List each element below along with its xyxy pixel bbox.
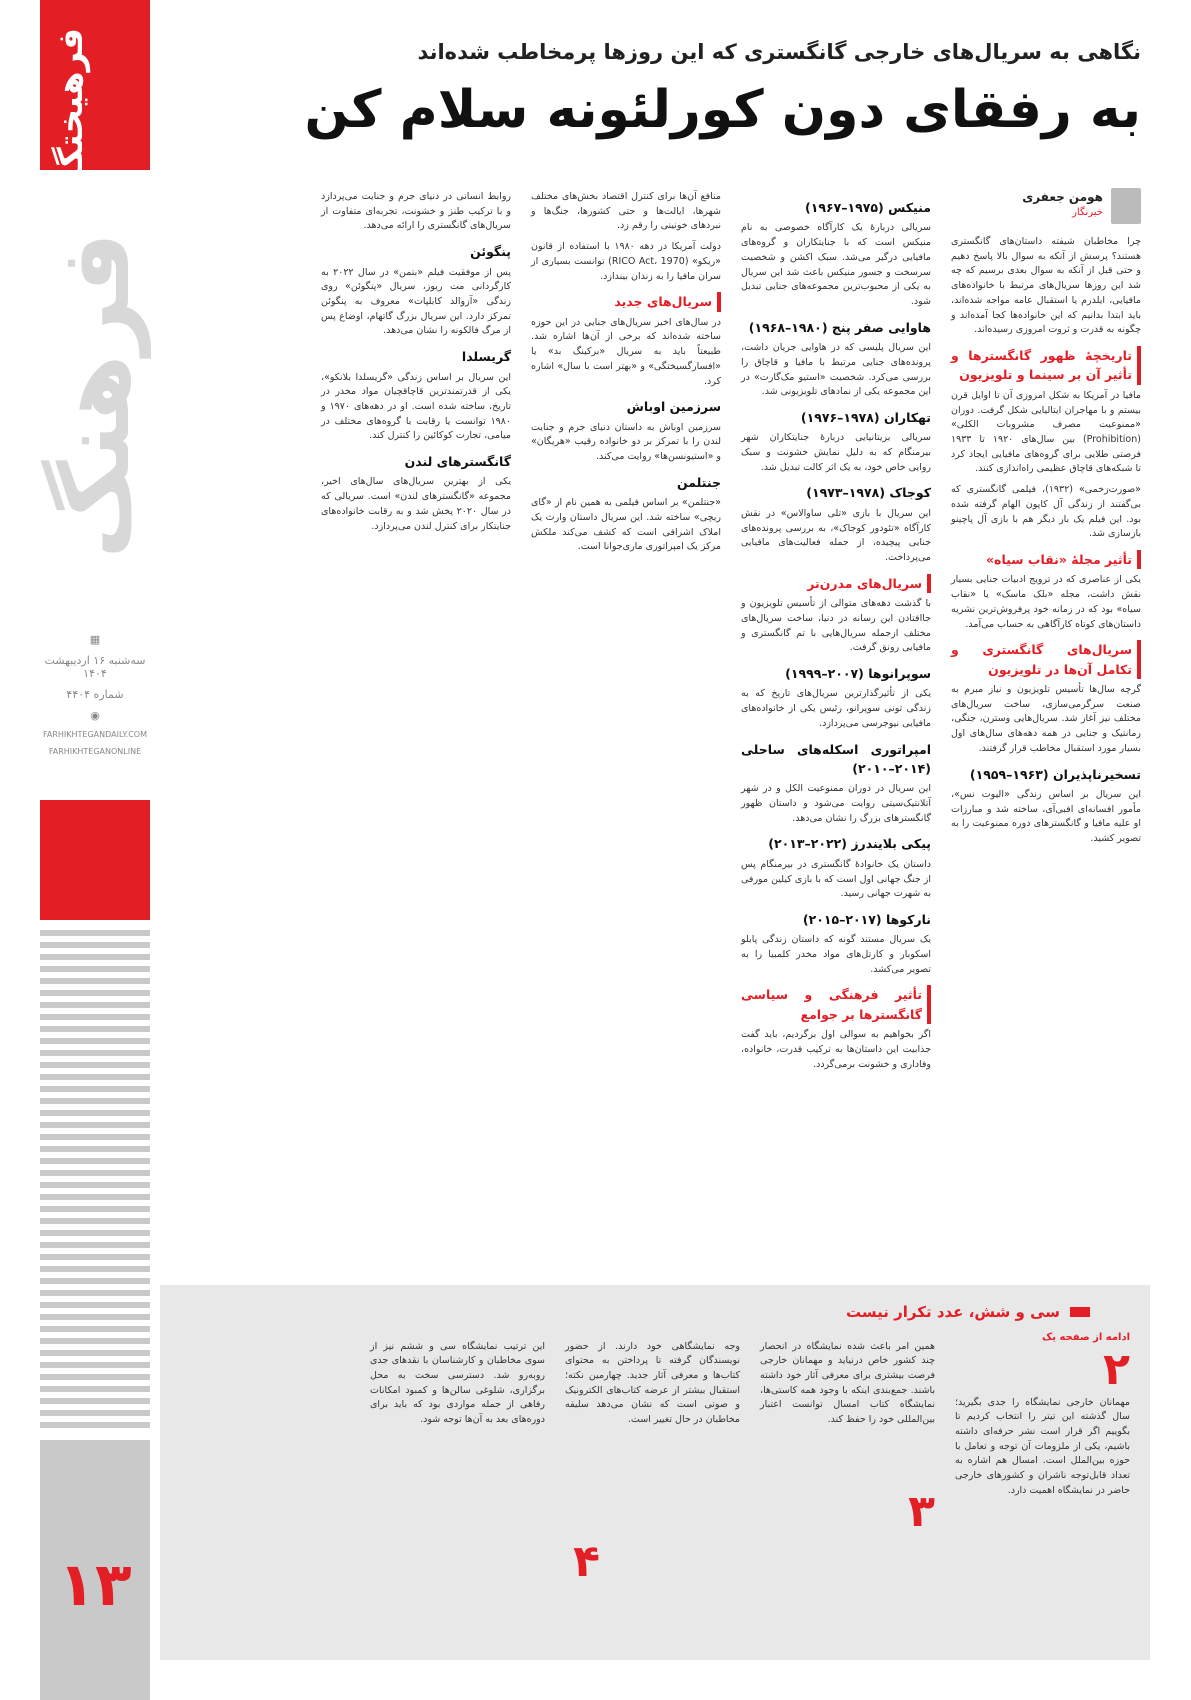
paragraph: «جنتلمن» بر اساس فیلمی به همین نام از «گای ریچی» ساخته شد. این سریال داستان وارث یک املاک اشرافی است که کشف می‌کند ملکش مرکز یک امپراتوری ماری‌جوانا است. [531, 497, 721, 553]
headline: به رفقای دون کورلئونه سلام کن [304, 80, 1141, 140]
subhead: تسخیرناپذیران (۱۹۶۳–۱۹۵۹) [969, 766, 1141, 782]
website-icon: ◉ [90, 709, 100, 722]
section-word: فرهنگ [39, 231, 151, 559]
subhead: نارکوها (۲۰۱۷–۲۰۱۵) [802, 911, 931, 927]
article-column-2 [741, 190, 931, 1270]
author-name: هومن جعفری [1022, 190, 1103, 204]
paragraph: داستان یک خانوادهٔ گانگستری در بیرمنگام پس از جنگ جهانی اول است که با بازی کیلین مورفی به شهرت جهانی رسید. [741, 858, 931, 900]
article-column-4 [321, 190, 511, 1270]
paragraph: همین امر باعث شده نمایشگاه در انحصار چند کشور خاص درنیاید و مهمانان خارجی فرصت بیشتری برای معرفی آثار خود داشته باشند. جمع‌بندی اینکه با وجود همه کاستی‌ها، نمایشگاه کتاب امسال توانست اعتبار بین‌المللی خود را حفظ کند. [760, 1340, 935, 1426]
author-photo [1111, 188, 1141, 224]
issue-number: شماره ۴۴۰۴ [66, 688, 124, 701]
subhead: سریال‌های جدید [531, 292, 721, 311]
online-handle[interactable]: FARHIKHTEGANONLINE [48, 747, 142, 756]
issue-date: سه‌شنبه ۱۶ اردیبهشت ۱۴۰۴ [44, 654, 146, 680]
website-url[interactable]: FARHIKHTEGANDAILY.COM [43, 730, 147, 739]
paragraph: یکی از بهترین سریال‌های سال‌های اخیر، مجموعه «گانگسترهای لندن» است. سریالی که در سال ۲۰۲۰ پخش شد و به رقابت خانواده‌های جنایتکار برای کنترل لندن می‌پردازد. [321, 476, 512, 532]
rail-accent-block [40, 800, 150, 920]
subhead: سریال‌های مدرن‌تر [741, 574, 931, 593]
editorial-box [160, 1285, 1150, 1660]
paragraph: وجه نمایشگاهی خود دارند. از حضور نویسندگان گرفته تا پرداختن به محتوای کتاب‌ها و معرفی آثار جدید. چهارمین نکته؛ استقبال بیشتر از عرضه کتاب‌های الکترونیک و صوتی است که نشان می‌دهد سلیقه مخاطبان در حال تغییر است. [565, 1340, 740, 1426]
point-number-4: ۴ [573, 1536, 600, 1587]
box-column-1 [955, 1330, 1130, 1508]
subhead: گانگسترهای لندن [404, 454, 511, 470]
kicker: نگاهی به سریال‌های خارجی گانگستری که این روزها پرمخاطب شده‌اند [417, 40, 1141, 64]
paragraph: پس از موفقیت فیلم «بتمن» در سال ۲۰۲۲ به کارگردانی مت ریوز، سریال «پنگوئن» روی زندگی «آزوالد کابلپات» معروف به پنگوئن تمرکز دارد. این سریال بزرگ گاتهام، اوضاع پس از مرگ فالکونه را نشان می‌دهد. [321, 266, 511, 337]
paragraph: گرچه سال‌ها تأسیس تلویزیون و نیاز مبرم به صنعت سرگرمی‌سازی، ساخت سریال‌های مختلف نیز آغاز شد. سریال‌هایی وسترن، جنگی، رمانتیک و جنایی در همه دهه‌های سال‌های اول بسیار مورد استقبال مخاطب قرار گرفتند. [951, 683, 1141, 754]
brand-banner [40, 0, 150, 209]
calendar-icon: ▦ [89, 633, 101, 646]
rail-stripes [40, 930, 150, 1430]
paragraph: این سریال بر اساس زندگی «الیوت نس»، مأمور افسانه‌ای افبی‌آی، ساخته شد و مبارزات او علیه مافیا و گانگسترهای دوره ممنوعیت را به تصویر کشید. [951, 788, 1141, 845]
paragraph: در سال‌های اخیر سریال‌های جنایی در این حوزه ساخته شده‌اند که برخی از آن‌ها اشاره شد. طبیعتاً باید به سریال «برکینگ بد» یا «افسارگسیختگی» و «بهتر است با سال» اشاره کرد. [531, 316, 721, 387]
article-column-1 [951, 235, 1141, 1275]
subhead: تاریخچهٔ ظهور گانگسترها و تأثیر آن بر سینما و تلویزیون [951, 346, 1141, 385]
continued-label: ادامه از صفحه یک [1042, 1332, 1130, 1343]
paragraph: اگر بخواهیم به سوالی اول برگردیم، باید گفت جذابیت این داستان‌ها به ترکیب قدرت، خانواده، وفاداری و خشونت برمی‌گردد. [741, 1029, 931, 1070]
paragraph: مهمانان خارجی نمایشگاه را جدی بگیرید؛ سال گذشته این تیتر را انتخاب کردیم تا بگوییم اگر قرار است نشر حرفه‌ای داشته باشیم، یکی از ملزومات آن توجه و تعامل با حوزه بین‌الملل است. امسال هم اشاره به تعداد قابل‌توجه ناشران و کشورهای خارجی حاضر در نمایشگاه اهمیت دارد. [955, 1396, 1130, 1496]
paragraph: سریالی دربارهٔ یک کارآگاه خصوصی به نام منیکس است که با جنایتکاران و گروه‌های مافیایی درگیر می‌شد. سبک اکشن و شخصیت سرسخت و جسور منیکس باعث شد این سریال به یکی از محبوب‌ترین مجموعه‌های جنایی تبدیل شود. [741, 222, 931, 307]
paragraph: این سریال پلیسی که در هاوایی جریان داشت، پرونده‌های جنایی مرتبط با مافیا و قاچاق را بررسی می‌کرد. شخصیت «استیو مک‌گارت» در این مجموعه یکی از نمادهای تلویزیونی شد. [741, 342, 931, 398]
author-byline [941, 188, 1141, 224]
subhead: سرزمین اوباش [626, 399, 721, 415]
paragraph: این ترتیب نمایشگاه سی و ششم نیز از سوی مخاطبان و کارشناسان با نقدهای جدی روبه‌رو شد. دسترسی سخت به محل برگزاری، شلوغی سالن‌ها و کمبود امکانات رفاهی از جمله مواردی بود که باید برای دوره‌های بعد به آن‌ها توجه شود. [370, 1340, 545, 1426]
subhead: هاوایی صفر پنج (۱۹۸۰–۱۹۶۸) [748, 319, 931, 335]
paragraph: یکی از عناصری که در ترویج ادبیات جنایی بسیار نقش داشت، مجله «بلک ماسک» یا «نقاب سیاه» بود که در زمانه خود پرفروش‌ترین نشریه داستان‌های کوتاه کارآگاهی به حساب می‌آمد. [951, 574, 1141, 630]
box-title-marker [1070, 1307, 1090, 1317]
box-title: سی و شش، عدد تکرار نیست [846, 1303, 1060, 1321]
article-column-3 [531, 190, 721, 1270]
paragraph: روابط انسانی در دنیای جرم و جنایت می‌پردازد و با ترکیب طنز و خشونت، تجربه‌ای متفاوت از سریال‌های گانگستری را ارائه می‌دهد. [321, 191, 511, 232]
box-column-2 [760, 1330, 935, 1537]
paragraph: این سریال در دوران ممنوعیت الکل و در شهر آتلانتیک‌سیتی روایت می‌شود و داستان ظهور گانگسترهای بزرگ را نشان می‌دهد. [741, 783, 931, 824]
paragraph: این سریال با بازی «تلی ساوالاس» در نقش کارآگاه «تئودور کوجاک»، به بررسی پرونده‌های جنایی پیچیده، از جمله فعالیت‌های مافیایی می‌پرداخت. [741, 507, 931, 563]
subhead: جنتلمن [677, 474, 721, 490]
box-column-4 [370, 1330, 545, 1437]
paragraph: سرزمین اوباش به داستان دنیای جرم و جنایت لندن را با تمرکز بر دو خانواده رقیب «هریگان» و «استیونسن‌ها» روایت می‌کند. [531, 421, 721, 463]
paragraph: دولت آمریکا در دهه ۱۹۸۰ با استفاده از قانون «ریکو» (RICO Act، 1970) توانست بسیاری از سران مافیا را به زندان بیندازد. [531, 241, 722, 282]
paragraph: یک سریال مستند گونه که داستان زندگی پابلو اسکوبار و کارتل‌های مواد مخدر کلمبیا را به تصویر می‌کشد. [741, 934, 931, 975]
paragraph: یکی از تأثیرگذارترین سریال‌های تاریخ که به زندگی تونی سوپرانو، رئیس یکی از خانواده‌های مافیایی نیوجرسی می‌پردازد. [741, 688, 931, 729]
point-number-2: ۲ [1103, 1344, 1130, 1395]
box-column-3 [565, 1330, 740, 1587]
intro-paragraph: چرا مخاطبان شیفته داستان‌های گانگستری هستند؟ پرسش از آنکه به سوال بالا پاسخ دهیم و حتی قبل از آنکه به سوال بعدی برسیم که چه شد این روزها سریال‌های مرتبط با خانواده‌های مافیایی، ایلدرم یا استقبال عامه مواجه شده‌اند، باید ابتدا بدانیم که این خانواده‌ها کجا آمده‌اند و چگونه به قدرت و ثروت امروزی رسیده‌اند. [951, 236, 1141, 336]
subhead: منیکس (۱۹۷۵–۱۹۶۷) [805, 200, 931, 215]
paragraph: این سریال بر اساس زندگی «گریسلدا بلانکو»، یکی از قدرتمندترین قاچاقچیان مواد مخدر در تاریخ، ساخته شده است. او در دهه‌های ۱۹۷۰ و ۱۹۸۰ توانست یا رقابت با گروه‌های مختلف در میامی، تجارت کوکائین را کنترل کند. [321, 371, 511, 442]
subhead: سوپرانوها (۲۰۰۷–۱۹۹۹) [785, 665, 931, 681]
section-label [40, 175, 150, 615]
paragraph: سریالی بریتانیایی دربارهٔ جنایتکاران شهر بیرمنگام که به دلیل نمایش خشونت و سبک روایی خاص خود، به یک اثر کالت تبدیل شد. [741, 432, 931, 473]
page-number: ۱۳ [58, 1550, 132, 1620]
point-number-3: ۳ [908, 1486, 935, 1537]
subhead: کوجاک (۱۹۷۸–۱۹۷۳) [806, 485, 931, 501]
subhead: گریسلدا [461, 349, 511, 365]
paragraph: «صورت‌زخمی» (۱۹۳۲)، فیلمی گانگستری که بی‌گفتند از زندگی آل کاپون الهام گرفته شده بود. این فیلم یک بار دیگر هم با بازی آل پاچینو بازسازی شد. [951, 484, 1141, 540]
subhead: پیکی بلایندرز (۲۰۲۲–۲۰۱۳) [768, 836, 931, 852]
rail-footer [40, 1440, 150, 1700]
paragraph: منافع آن‌ها برای کنترل اقتصاد بخش‌های مختلف شهرها، ایالت‌ها و حتی کشورها، جنگ‌ها و نبردهای خونینی را رقم زد. [531, 191, 721, 232]
paragraph: مافیا در آمریکا به شکل امروزی آن تا اوایل قرن بیستم و با مهاجران ایتالیایی شکل گرفت. دوران «ممنوعیت مصرف مشروبات الکلی» (Prohibition) بین سال‌های ۱۹۲۰ تا ۱۹۳۳ فرصتی طلایی برای گروه‌های مافیایی ایجاد کرد تا شبکه‌های قاچاق عظیمی راه‌اندازی کنند. [951, 389, 1141, 475]
author-role: خبرنگار [1072, 207, 1103, 218]
subhead: پنگوئن [470, 244, 511, 260]
brand-logo: فرهیختگان [51, 28, 91, 209]
subhead: سریال‌های گانگستری و تکامل آن‌ها در تلویزیون [951, 640, 1141, 679]
subhead: امپراتوری اسکله‌های ساحلی (۲۰۱۴–۲۰۱۰) [741, 741, 931, 776]
subhead: تهکاران (۱۹۷۸–۱۹۷۶) [800, 409, 931, 425]
subhead: تأثیر فرهنگی و سیاسی گانگسترها بر جوامع [741, 985, 931, 1024]
subhead: تأثیر مجلهٔ «نقاب سیاه» [951, 550, 1141, 569]
paragraph: با گذشت دهه‌های متوالی از تأسیس تلویزیون و جاافتادن این رسانه در دنیا، ساخت سریال‌های مختلف ازجمله سریال‌هایی با تم گانگستری و مافیایی رونق گرفت. [741, 598, 931, 654]
